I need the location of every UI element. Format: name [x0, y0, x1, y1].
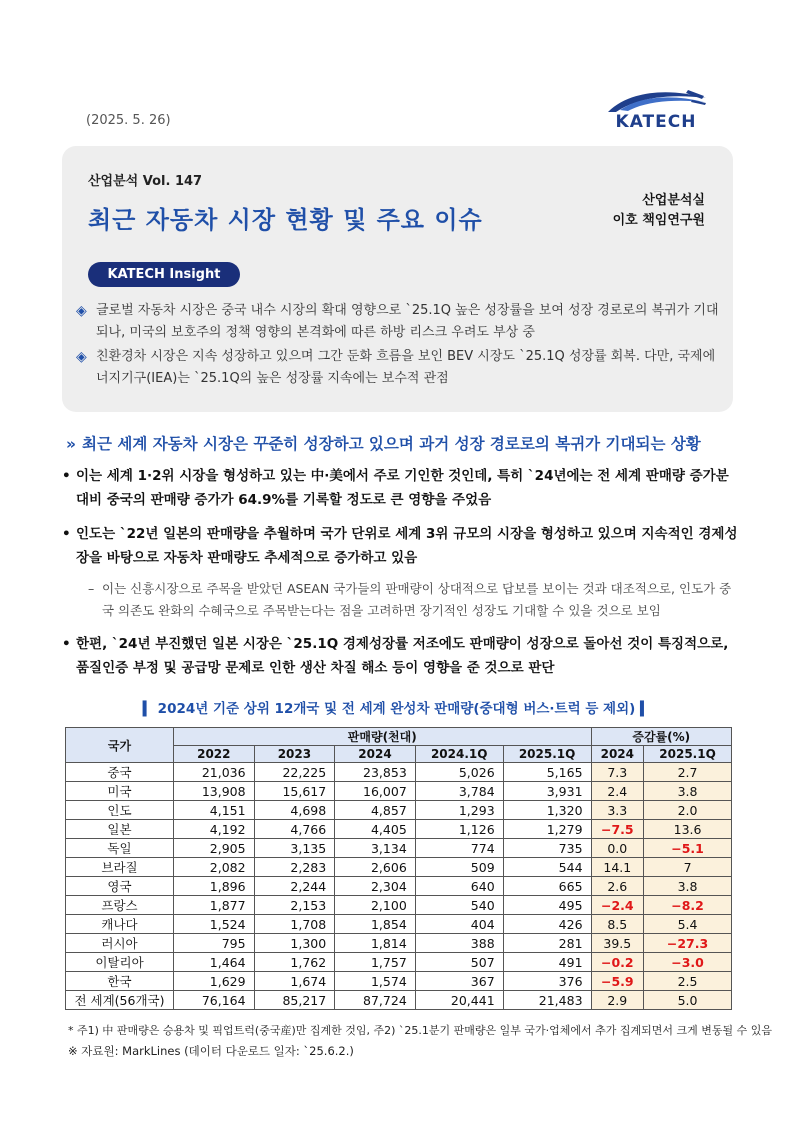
country-cell: 미국 [66, 782, 174, 801]
sales-cell: 281 [503, 934, 591, 953]
col-country-header: 국가 [66, 728, 174, 763]
table-footnote: * 주1) 中 판매량은 승용차 및 픽업트럭(중국産)만 집계한 것임, 주2) `25.1분기 판매량은 일부 국가·업체에서 추가 집계되면서 크게 변동될 수 있음 [68, 1024, 773, 1037]
bullet-dot-icon: • [62, 636, 71, 652]
growth-cell: 13.6 [644, 820, 732, 839]
growth-cell: 2.9 [591, 991, 644, 1010]
insight-bullet-text: 친환경차 시장은 지속 성장하고 있으며 그간 둔화 흐름을 보인 BEV 시장도 `25.1Q 성장률 회복. 다만, 국제에너지기구(IEA)는 `25.1Q의 높은 성장률 지속에는 보수적 관점 [96, 349, 716, 386]
sales-cell: 1,300 [254, 934, 335, 953]
department: 산업분석실 [642, 193, 705, 208]
country-cell: 영국 [66, 877, 174, 896]
country-cell: 프랑스 [66, 896, 174, 915]
body-paragraph-text: 한편, `24년 부진했던 일본 시장은 `25.1Q 경제성장률 저조에도 판매량이 성장으로 돌아선 것이 특징적으로, 품질인증 부정 및 공급망 문제로 인한 생산 차질 해소 등이 영향을 준 것으로 판단 [76, 636, 729, 676]
growth-cell: 3.8 [644, 782, 732, 801]
country-cell: 전 세계(56개국) [66, 991, 174, 1010]
sales-cell: 2,244 [254, 877, 335, 896]
sales-cell: 1,524 [174, 915, 255, 934]
sales-cell: 15,617 [254, 782, 335, 801]
insight-bullets [76, 300, 726, 392]
data-source: ※ 자료원: MarkLines (데이터 다운로드 일자: `25.6.2.) [68, 1044, 354, 1058]
sales-cell: 3,135 [254, 839, 335, 858]
insight-badge: KATECH Insight [88, 262, 240, 287]
sales-cell: 23,853 [335, 763, 416, 782]
table-row [66, 972, 732, 991]
insight-bullet [76, 346, 726, 390]
growth-cell: 7.3 [591, 763, 644, 782]
sales-cell: 507 [415, 953, 503, 972]
sales-cell: 1,279 [503, 820, 591, 839]
sales-cell: 495 [503, 896, 591, 915]
diamond-bullet-icon: ◈ [76, 303, 87, 319]
country-cell: 중국 [66, 763, 174, 782]
sales-cell: 2,153 [254, 896, 335, 915]
section-headline [66, 432, 701, 454]
sales-table [65, 727, 732, 1010]
growth-cell: −27.3 [644, 934, 732, 953]
growth-cell: −5.1 [644, 839, 732, 858]
growth-cell: −5.9 [591, 972, 644, 991]
sales-cell: 3,134 [335, 839, 416, 858]
growth-cell: 2.7 [644, 763, 732, 782]
sales-cell: 2,905 [174, 839, 255, 858]
country-cell: 캐나다 [66, 915, 174, 934]
sales-cell: 4,405 [335, 820, 416, 839]
sales-cell: 1,762 [254, 953, 335, 972]
sales-cell: 774 [415, 839, 503, 858]
growth-cell: −7.5 [591, 820, 644, 839]
sales-cell: 16,007 [335, 782, 416, 801]
sales-cell: 21,483 [503, 991, 591, 1010]
sales-cell: 795 [174, 934, 255, 953]
table-row [66, 820, 732, 839]
table-row [66, 991, 732, 1010]
bullet-dot-icon: • [62, 468, 71, 484]
sales-cell: 4,857 [335, 801, 416, 820]
table-row [66, 953, 732, 972]
col-growth-group-header: 증감률(%) [591, 728, 731, 746]
sales-cell: 1,896 [174, 877, 255, 896]
country-cell: 일본 [66, 820, 174, 839]
table-row [66, 915, 732, 934]
sales-cell: 4,698 [254, 801, 335, 820]
logo-text: KATECH [615, 112, 697, 132]
table-row [66, 763, 732, 782]
sales-cell: 540 [415, 896, 503, 915]
growth-cell: 5.4 [644, 915, 732, 934]
growth-cell: 3.8 [644, 877, 732, 896]
growth-cell: 2.6 [591, 877, 644, 896]
sales-cell: 1,854 [335, 915, 416, 934]
sales-cell: 1,464 [174, 953, 255, 972]
country-cell: 러시아 [66, 934, 174, 953]
table-row [66, 858, 732, 877]
growth-cell: 2.4 [591, 782, 644, 801]
sales-cell: 4,766 [254, 820, 335, 839]
table-title: ▍ 2024년 기준 상위 12개국 및 전 세계 완성차 판매량(중대형 버스·트럭 등 제외) ▍ [142, 701, 651, 717]
sales-cell: 1,293 [415, 801, 503, 820]
body-paragraph-text: 인도는 `22년 일본의 판매량을 추월하며 국가 단위로 세계 3위 규모의 시장을 형성하고 있으며 지속적인 경제성장을 바탕으로 자동차 판매량도 추세적으로 증가하고 있음 [76, 526, 738, 566]
sales-cell: 1,574 [335, 972, 416, 991]
sales-cell: 367 [415, 972, 503, 991]
country-cell: 한국 [66, 972, 174, 991]
growth-cell: −2.4 [591, 896, 644, 915]
sales-cell: 640 [415, 877, 503, 896]
report-title: 최근 자동차 시장 현황 및 주요 이슈 [88, 206, 483, 234]
body-paragraph [62, 522, 738, 570]
sales-cell: 22,225 [254, 763, 335, 782]
sales-cell: 20,441 [415, 991, 503, 1010]
report-volume: 산업분석 Vol. 147 [88, 174, 203, 189]
report-date: (2025. 5. 26) [86, 113, 171, 128]
col-year-header: 2025.1Q [503, 746, 591, 763]
col-year-header: 2024.1Q [415, 746, 503, 763]
growth-cell: 7 [644, 858, 732, 877]
katech-logo [600, 86, 712, 132]
sales-cell: 1,320 [503, 801, 591, 820]
section-headline-text: 최근 세계 자동차 시장은 꾸준히 성장하고 있으며 과거 성장 경로로의 복귀가 기대되는 상황 [82, 435, 701, 453]
sales-cell: 85,217 [254, 991, 335, 1010]
sales-cell: 2,606 [335, 858, 416, 877]
sales-cell: 2,100 [335, 896, 416, 915]
body-paragraph [62, 464, 738, 512]
col-year-header: 2022 [174, 746, 255, 763]
sales-cell: 2,304 [335, 877, 416, 896]
table-row [66, 801, 732, 820]
double-chevron-icon: » [66, 435, 77, 453]
sales-cell: 1,629 [174, 972, 255, 991]
sales-cell: 491 [503, 953, 591, 972]
sales-cell: 1,757 [335, 953, 416, 972]
sales-cell: 76,164 [174, 991, 255, 1010]
sales-cell: 2,082 [174, 858, 255, 877]
insight-bullet [76, 300, 726, 344]
growth-cell: 2.0 [644, 801, 732, 820]
sub-paragraph-text: 이는 신흥시장으로 주목을 받았던 ASEAN 국가들의 판매량이 상대적으로 답보를 보이는 것과 대조적으로, 인도가 중국 의존도 완화의 수혜국으로 주목받는다는 점을 고려하면 장기적인 성장도 기대할 수 있을 것으로 보임 [102, 581, 732, 618]
sales-cell: 1,708 [254, 915, 335, 934]
insight-bullet-text: 글로벌 자동차 시장은 중국 내수 시장의 확대 영향으로 `25.1Q 높은 성장률을 보여 성장 경로로의 복귀가 기대되나, 미국의 보호주의 정책 영향의 본격화에 따른 하방 리스크 우려도 부상 중 [96, 303, 719, 340]
table-row [66, 896, 732, 915]
sales-cell: 21,036 [174, 763, 255, 782]
growth-cell: 2.5 [644, 972, 732, 991]
table-row [66, 934, 732, 953]
growth-cell: 5.0 [644, 991, 732, 1010]
col-sales-group-header: 판매량(천대) [174, 728, 592, 746]
col-growth-year-header: 2024 [591, 746, 644, 763]
growth-cell: 3.3 [591, 801, 644, 820]
sales-cell: 735 [503, 839, 591, 858]
growth-cell: −3.0 [644, 953, 732, 972]
table-row [66, 877, 732, 896]
country-cell: 브라질 [66, 858, 174, 877]
col-growth-year-header: 2025.1Q [644, 746, 732, 763]
growth-cell: −0.2 [591, 953, 644, 972]
sales-cell: 87,724 [335, 991, 416, 1010]
sales-cell: 544 [503, 858, 591, 877]
body-paragraph-text: 이는 세계 1·2위 시장을 형성하고 있는 中·美에서 주로 기인한 것인데, 특히 `24년에는 전 세계 판매량 증가분 대비 중국의 판매량 증가가 64.9%를 기록할 정도로 큰 영향을 주었음 [76, 468, 729, 508]
sales-cell: 1,674 [254, 972, 335, 991]
dash-bullet-icon: – [88, 581, 95, 596]
sales-cell: 4,192 [174, 820, 255, 839]
sales-cell: 665 [503, 877, 591, 896]
sales-cell: 1,126 [415, 820, 503, 839]
col-year-header: 2023 [254, 746, 335, 763]
sales-cell: 388 [415, 934, 503, 953]
col-year-header: 2024 [335, 746, 416, 763]
sales-cell: 426 [503, 915, 591, 934]
diamond-bullet-icon: ◈ [76, 349, 87, 365]
growth-cell: −8.2 [644, 896, 732, 915]
sales-cell: 13,908 [174, 782, 255, 801]
sales-cell: 1,877 [174, 896, 255, 915]
author-block [613, 191, 705, 231]
table-row [66, 782, 732, 801]
growth-cell: 8.5 [591, 915, 644, 934]
sales-cell: 376 [503, 972, 591, 991]
sales-cell: 509 [415, 858, 503, 877]
sub-paragraph [88, 578, 738, 622]
table-header-row [66, 728, 732, 746]
table-row [66, 839, 732, 858]
sales-cell: 3,931 [503, 782, 591, 801]
sales-cell: 1,814 [335, 934, 416, 953]
sales-cell: 4,151 [174, 801, 255, 820]
table-body [66, 763, 732, 1010]
growth-cell: 0.0 [591, 839, 644, 858]
sales-cell: 2,283 [254, 858, 335, 877]
country-cell: 이탈리아 [66, 953, 174, 972]
growth-cell: 14.1 [591, 858, 644, 877]
sales-cell: 5,165 [503, 763, 591, 782]
sales-cell: 5,026 [415, 763, 503, 782]
bullet-dot-icon: • [62, 526, 71, 542]
country-cell: 인도 [66, 801, 174, 820]
sales-cell: 404 [415, 915, 503, 934]
sales-cell: 3,784 [415, 782, 503, 801]
body-paragraph [62, 632, 738, 680]
author-name: 이호 책임연구원 [612, 213, 705, 228]
country-cell: 독일 [66, 839, 174, 858]
growth-cell: 39.5 [591, 934, 644, 953]
